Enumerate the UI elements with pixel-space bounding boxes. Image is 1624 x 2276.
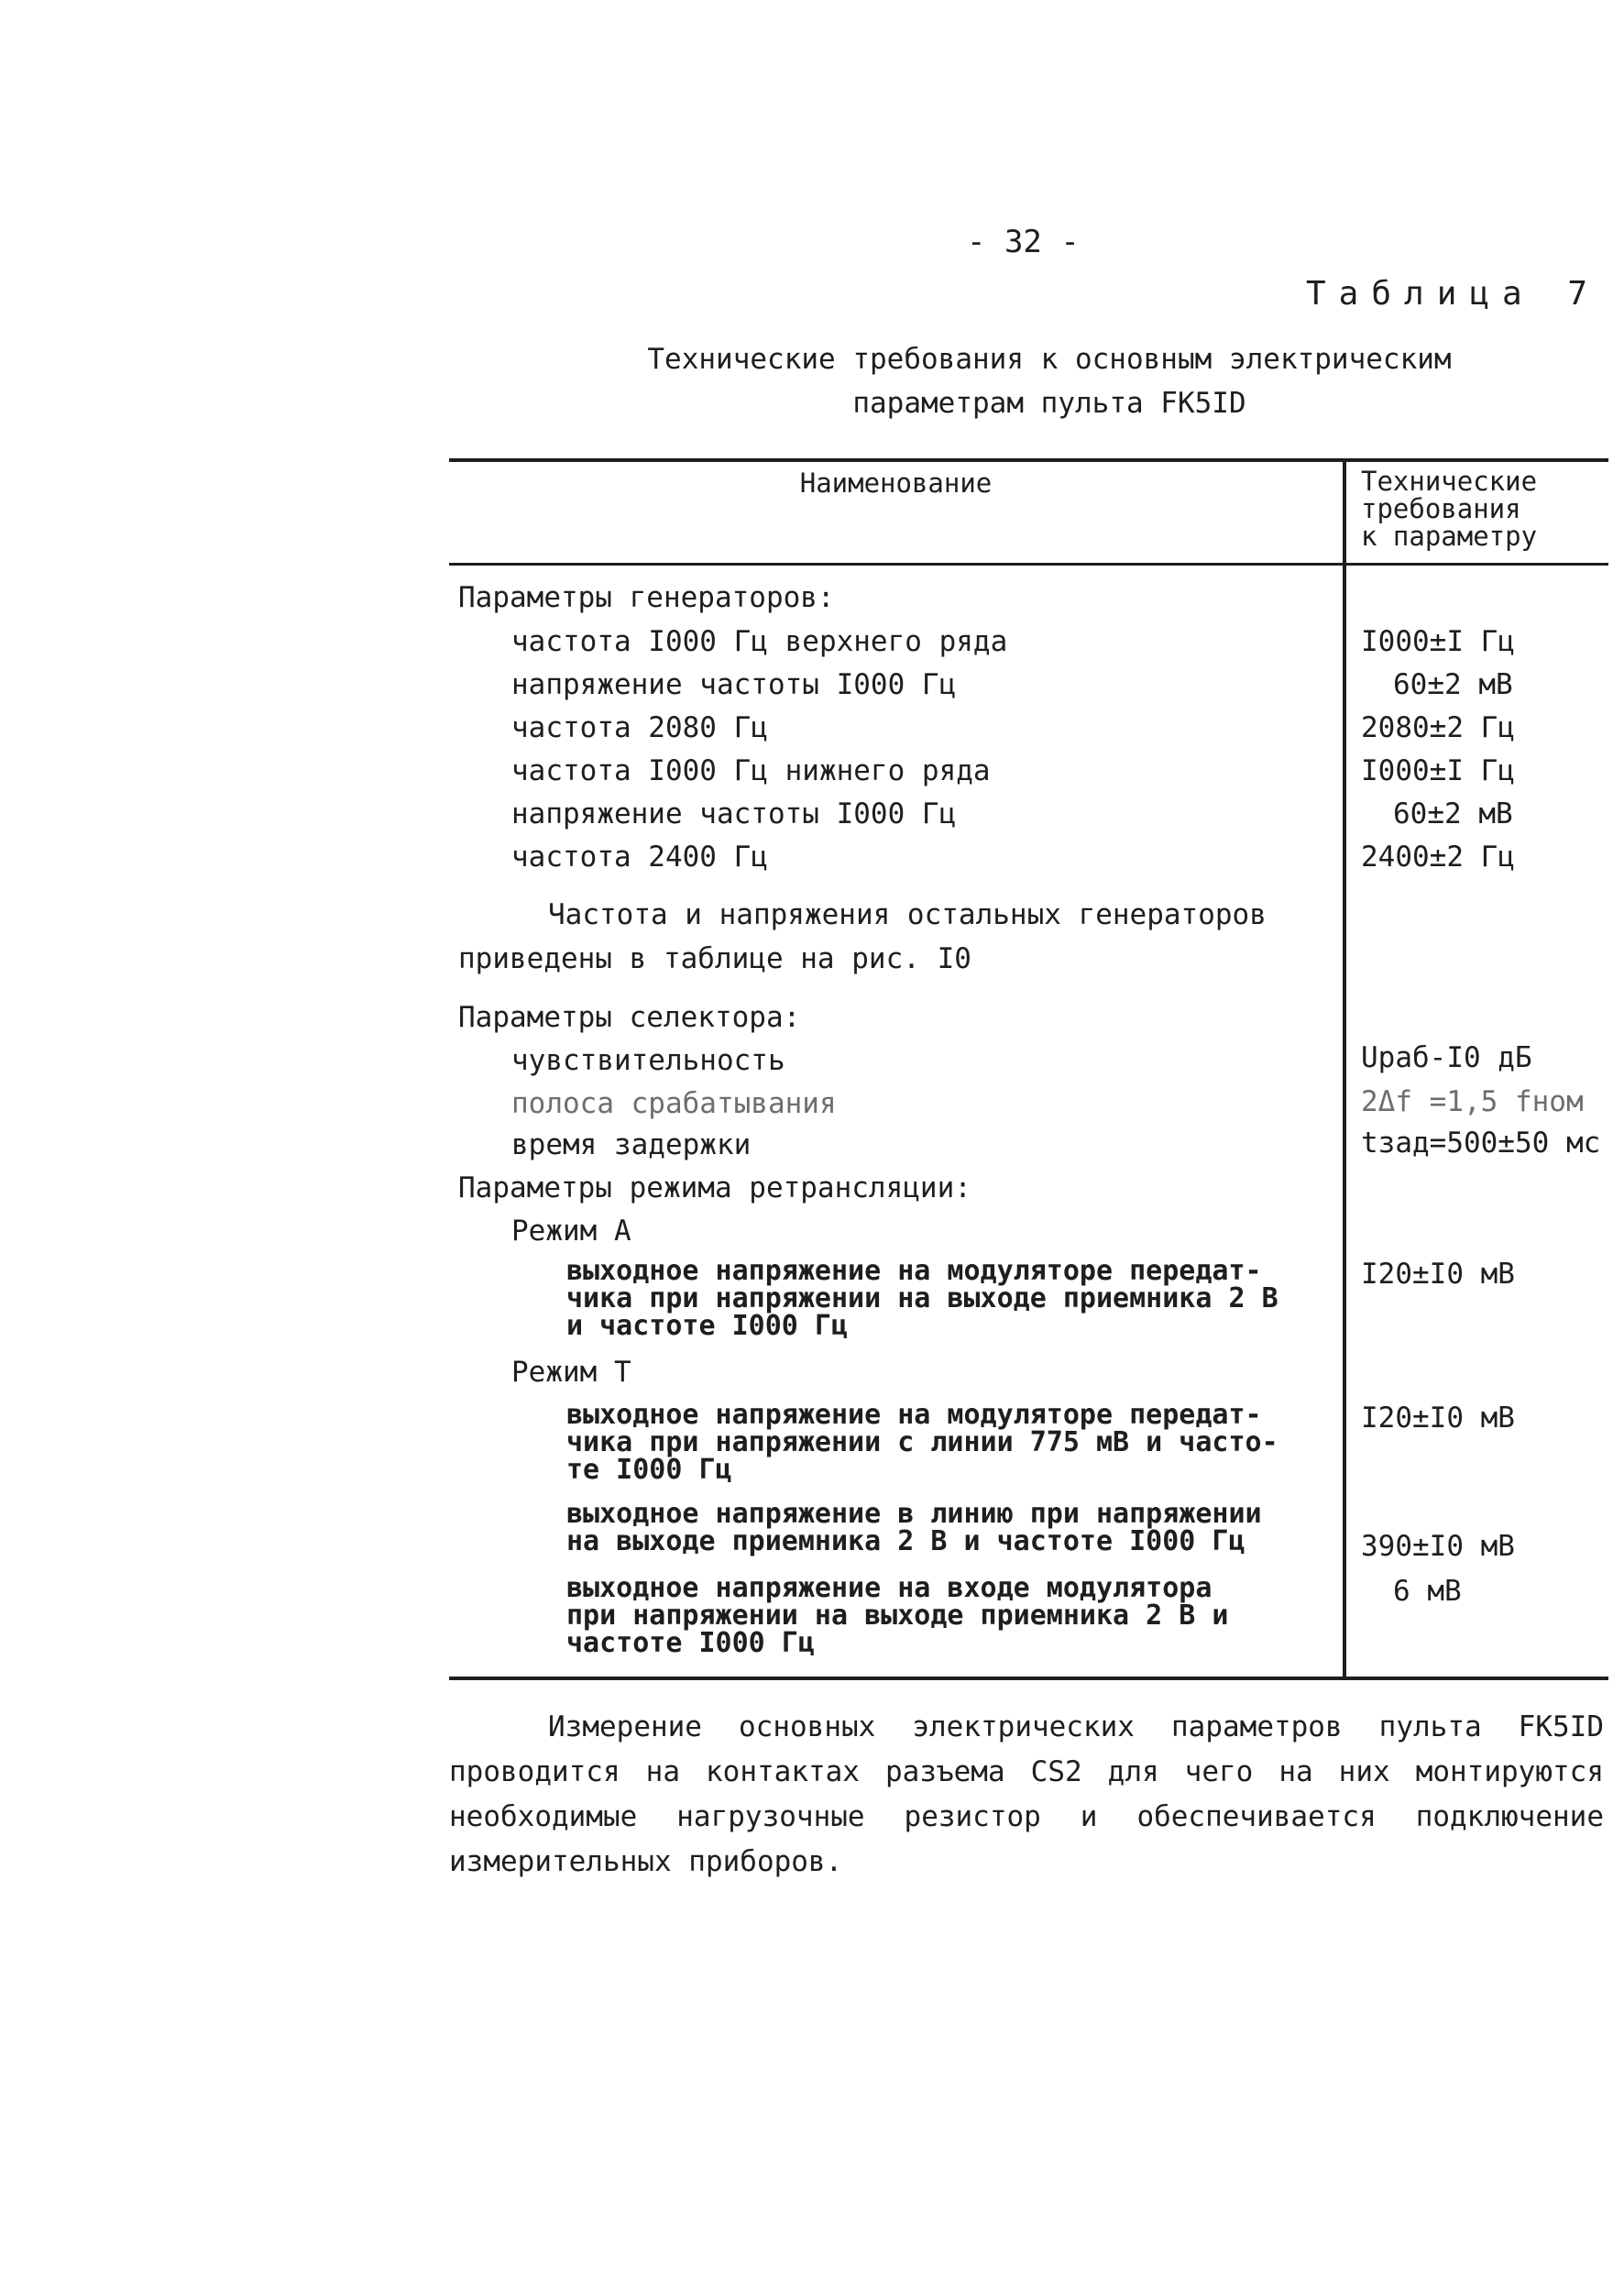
- row-value: I000±I Гц: [1361, 754, 1515, 787]
- table-title-line-2: параметрам пульта FK5ID: [852, 387, 1246, 420]
- row-value: 60±2 мВ: [1393, 668, 1513, 701]
- row-value: I000±I Гц: [1361, 625, 1515, 658]
- note-other-generators: Частота и напряжения остальных генераторов приведены в таблице на рис. I0: [458, 898, 1267, 975]
- mode-t-label: Режим Т: [511, 1356, 631, 1389]
- row-name: полоса срабатывания: [511, 1087, 837, 1120]
- row-value: 390±I0 мВ: [1361, 1530, 1515, 1563]
- row-name: напряжение частоты I000 Гц: [511, 668, 957, 701]
- row-value: 60±2 мВ: [1393, 797, 1513, 830]
- row-name: частота 2080 Гц: [511, 711, 768, 744]
- row-value: I20±I0 мВ: [1361, 1258, 1515, 1291]
- table-label: Таблица 7: [1306, 275, 1601, 313]
- table-title: [550, 337, 1549, 425]
- row-name: напряжение частоты I000 Гц: [511, 797, 957, 830]
- column-divider: [1343, 462, 1346, 1677]
- row-name: частота I000 Гц верхнего ряда: [511, 625, 1008, 658]
- section-generators: Параметры генераторов:: [458, 581, 835, 614]
- header-divider: [449, 563, 1608, 566]
- row-name: чувствительность: [511, 1044, 785, 1077]
- section-relay-mode: Параметры режима ретрансляции:: [458, 1171, 971, 1204]
- row-name: выходное напряжение на модуляторе передат- чика при напряжении с линии 775 мВ и часто- те I000 Гц: [566, 1399, 1278, 1486]
- mode-a-label: Режим А: [511, 1215, 631, 1248]
- row-name: выходное напряжение на входе модулятора при напряжении на выходе приемника 2 В и частоте I000 Гц: [566, 1572, 1229, 1659]
- row-name: время задержки: [511, 1128, 752, 1161]
- row-value: 2080±2 Гц: [1361, 711, 1515, 744]
- row-name: выходное напряжение в линию при напряжении на выходе приемника 2 В и частоте I000 Гц: [566, 1498, 1262, 1557]
- footer-paragraph: Измерение основных электрических параметров пульта FK5ID проводится на контактах разъема CS2 для чего на них монтируются необходимые нагрузочные резистор и обеспечивается подключение измерительных приборов.: [449, 1710, 1604, 1878]
- header-requirements: Технические требования к параметру: [1361, 466, 1538, 552]
- table-title-line-1: Технические требования к основным электрическим: [647, 343, 1452, 376]
- section-selector: Параметры селектора:: [458, 1001, 801, 1034]
- row-value: tзад=500±50 мс: [1361, 1127, 1601, 1160]
- row-value: 6 мВ: [1393, 1575, 1462, 1608]
- row-value: 2Δf =1,5 fном: [1361, 1085, 1584, 1118]
- parameters-table: [449, 458, 1608, 1680]
- row-value: Uраб-I0 дБ: [1361, 1041, 1532, 1074]
- page-number: - 32 -: [967, 224, 1080, 260]
- row-value: I20±I0 мВ: [1361, 1402, 1515, 1435]
- row-name: выходное напряжение на модуляторе передат- чика при напряжении на выходе приемника 2 В и частоте I000 Гц: [566, 1255, 1278, 1342]
- row-name: частота 2400 Гц: [511, 841, 768, 874]
- header-name: Наименование: [799, 467, 993, 499]
- row-value: 2400±2 Гц: [1361, 841, 1515, 874]
- row-name: частота I000 Гц нижнего ряда: [511, 754, 991, 787]
